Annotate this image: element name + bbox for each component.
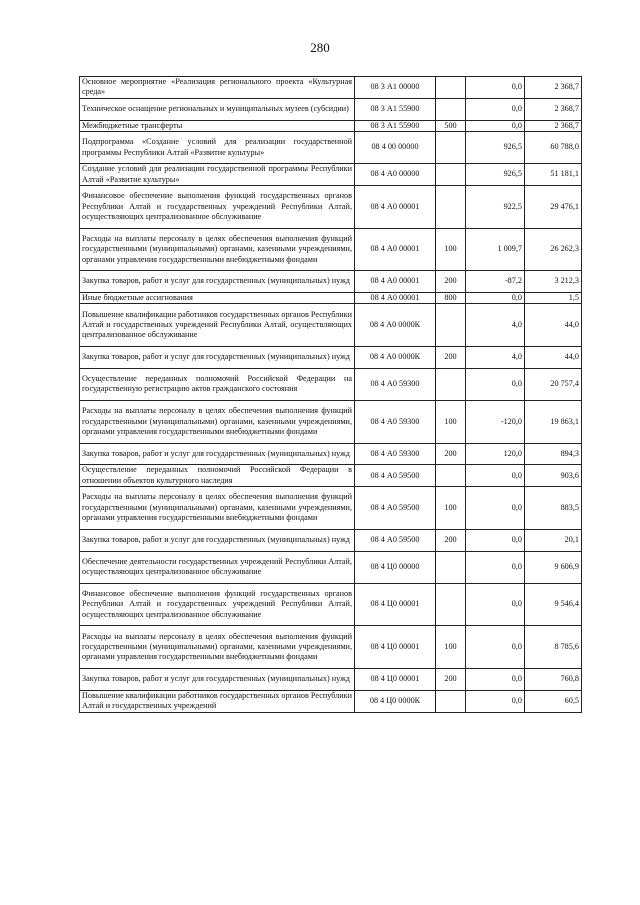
table-body [80, 77, 582, 713]
row-total-amount: 9 606,9 [525, 551, 582, 583]
row-change-amount: 0,0 [466, 668, 525, 690]
row-expense-type: 500 [436, 120, 466, 131]
row-expense-type [436, 164, 466, 186]
row-total-amount: 8 785,6 [525, 626, 582, 669]
table-row [80, 293, 582, 304]
row-target-code: 08 4 А0 59300 [355, 400, 436, 443]
row-description: Осуществление переданных полномочий Российской Федерации в отношении объектов культурного наследия [80, 465, 355, 487]
row-total-amount: 894,3 [525, 443, 582, 465]
row-change-amount: -87,2 [466, 271, 525, 293]
row-total-amount: 20 757,4 [525, 368, 582, 400]
row-change-amount: 0,0 [466, 98, 525, 120]
row-expense-type [436, 368, 466, 400]
row-total-amount: 51 181,1 [525, 164, 582, 186]
row-description: Обеспечение деятельности государственных учреждений Республики Алтай, осуществляющих централизованное обслуживание [80, 551, 355, 583]
row-total-amount: 60,5 [525, 690, 582, 712]
row-change-amount: 0,0 [466, 551, 525, 583]
table-row [80, 529, 582, 551]
row-change-amount: 0,0 [466, 293, 525, 304]
row-expense-type [436, 77, 466, 99]
row-expense-type [436, 690, 466, 712]
table-row [80, 347, 582, 369]
row-description: Закупка товаров, работ и услуг для государственных (муниципальных) нужд [80, 347, 355, 369]
table-row [80, 271, 582, 293]
table-row [80, 132, 582, 164]
row-target-code: 08 4 А0 00001 [355, 271, 436, 293]
row-description: Расходы на выплаты персоналу в целях обеспечения выполнения функций государственными (муниципальными) органами, казенными учреждениями, органами управления государственными внебюджетными фондами [80, 487, 355, 530]
row-description: Расходы на выплаты персоналу в целях обеспечения выполнения функций государственными (муниципальными) органами, казенными учреждениями, органами управления государственными внебюджетными фондами [80, 400, 355, 443]
row-expense-type: 100 [436, 400, 466, 443]
row-description: Финансовое обеспечение выполнения функций государственных органов Республики Алтай и государственных учреждений Республики Алтай, осуществляющих централизованное обслуживание [80, 583, 355, 626]
table-row [80, 583, 582, 626]
row-description: Осуществление переданных полномочий Российской Федерации на государственную регистрацию актов гражданского состояния [80, 368, 355, 400]
row-change-amount: 0,0 [466, 487, 525, 530]
row-expense-type: 100 [436, 228, 466, 271]
row-change-amount: 4,0 [466, 347, 525, 369]
table-row [80, 164, 582, 186]
row-total-amount: 903,6 [525, 465, 582, 487]
row-target-code: 08 4 Ц0 00001 [355, 668, 436, 690]
row-description: Подпрограмма «Создание условий для реализации государственной программы Республики Алтай «Развитие культуры» [80, 132, 355, 164]
row-expense-type [436, 186, 466, 229]
row-total-amount: 29 476,1 [525, 186, 582, 229]
budget-table [79, 76, 582, 713]
row-total-amount: 26 262,3 [525, 228, 582, 271]
row-target-code: 08 4 Ц0 00001 [355, 626, 436, 669]
table-row [80, 668, 582, 690]
row-total-amount: 760,8 [525, 668, 582, 690]
table-row [80, 228, 582, 271]
row-change-amount: 0,0 [466, 583, 525, 626]
row-total-amount: 2 368,7 [525, 120, 582, 131]
row-total-amount: 1,5 [525, 293, 582, 304]
page-number: 280 [310, 40, 330, 55]
row-target-code: 08 4 А0 59500 [355, 465, 436, 487]
row-description: Расходы на выплаты персоналу в целях обеспечения выполнения функций государственными (муниципальными) органами, казенными учреждениями, органами управления государственными внебюджетными фондами [80, 626, 355, 669]
row-target-code: 08 3 А1 00000 [355, 77, 436, 99]
row-expense-type: 100 [436, 487, 466, 530]
row-target-code: 08 4 00 00000 [355, 132, 436, 164]
row-target-code: 08 4 А0 0000К [355, 304, 436, 347]
row-description: Закупка товаров, работ и услуг для государственных (муниципальных) нужд [80, 271, 355, 293]
row-total-amount: 2 368,7 [525, 98, 582, 120]
row-expense-type [436, 551, 466, 583]
table-row [80, 487, 582, 530]
table-row [80, 304, 582, 347]
row-target-code: 08 4 А0 59300 [355, 368, 436, 400]
row-target-code: 08 4 А0 00000 [355, 164, 436, 186]
row-expense-type: 100 [436, 626, 466, 669]
row-description: Техническое оснащение региональных и муниципальных музеев (субсидии) [80, 98, 355, 120]
row-change-amount: 1 009,7 [466, 228, 525, 271]
row-change-amount: 922,5 [466, 186, 525, 229]
row-target-code: 08 4 Ц0 0000К [355, 690, 436, 712]
row-change-amount: 0,0 [466, 465, 525, 487]
row-change-amount: 926,5 [466, 132, 525, 164]
row-change-amount: 0,0 [466, 77, 525, 99]
row-target-code: 08 4 А0 59500 [355, 529, 436, 551]
row-total-amount: 60 788,0 [525, 132, 582, 164]
row-expense-type [436, 304, 466, 347]
row-total-amount: 44,0 [525, 347, 582, 369]
row-target-code: 08 4 Ц0 00001 [355, 583, 436, 626]
table-row [80, 551, 582, 583]
row-change-amount: 0,0 [466, 690, 525, 712]
row-expense-type: 200 [436, 271, 466, 293]
row-expense-type [436, 132, 466, 164]
row-description: Основное мероприятие «Реализация регионального проекта «Культурная среда» [80, 77, 355, 99]
table-row [80, 690, 582, 712]
table-row [80, 186, 582, 229]
row-total-amount: 20,1 [525, 529, 582, 551]
row-description: Создание условий для реализации государственной программы Республики Алтай «Развитие культуры» [80, 164, 355, 186]
row-target-code: 08 4 А0 0000К [355, 347, 436, 369]
row-description: Иные бюджетные ассигнования [80, 293, 355, 304]
row-total-amount: 19 863,1 [525, 400, 582, 443]
row-change-amount: 0,0 [466, 120, 525, 131]
row-description: Закупка товаров, работ и услуг для государственных (муниципальных) нужд [80, 529, 355, 551]
row-expense-type [436, 583, 466, 626]
row-expense-type [436, 465, 466, 487]
row-description: Межбюджетные трансферты [80, 120, 355, 131]
row-total-amount: 883,5 [525, 487, 582, 530]
row-description: Повышение квалификации работников государственных органов Республики Алтай и государственных учреждений [80, 690, 355, 712]
row-description: Финансовое обеспечение выполнения функций государственных органов Республики Алтай и государственных учреждений Республики Алтай, осуществляющих централизованное обслуживание [80, 186, 355, 229]
row-target-code: 08 4 Ц0 00000 [355, 551, 436, 583]
table-row [80, 626, 582, 669]
row-total-amount: 2 368,7 [525, 77, 582, 99]
row-target-code: 08 4 А0 00001 [355, 228, 436, 271]
row-description: Расходы на выплаты персоналу в целях обеспечения выполнения функций государственными (муниципальными) органами, казенными учреждениями, органами управления государственными внебюджетными фондами [80, 228, 355, 271]
row-expense-type: 800 [436, 293, 466, 304]
row-target-code: 08 3 А1 55900 [355, 120, 436, 131]
row-change-amount: 0,0 [466, 529, 525, 551]
row-change-amount: 4,0 [466, 304, 525, 347]
row-change-amount: 0,0 [466, 368, 525, 400]
table-row [80, 465, 582, 487]
row-total-amount: 9 546,4 [525, 583, 582, 626]
row-target-code: 08 3 А1 55900 [355, 98, 436, 120]
row-expense-type: 200 [436, 347, 466, 369]
row-description: Закупка товаров, работ и услуг для государственных (муниципальных) нужд [80, 668, 355, 690]
row-expense-type: 200 [436, 443, 466, 465]
row-change-amount: 926,5 [466, 164, 525, 186]
row-expense-type [436, 98, 466, 120]
row-target-code: 08 4 А0 59500 [355, 487, 436, 530]
row-change-amount: 120,0 [466, 443, 525, 465]
row-change-amount: -120,0 [466, 400, 525, 443]
table-row [80, 77, 582, 99]
table-row [80, 120, 582, 131]
row-change-amount: 0,0 [466, 626, 525, 669]
table-row [80, 368, 582, 400]
row-target-code: 08 4 А0 00001 [355, 293, 436, 304]
row-description: Закупка товаров, работ и услуг для государственных (муниципальных) нужд [80, 443, 355, 465]
table-row [80, 443, 582, 465]
row-expense-type: 200 [436, 529, 466, 551]
row-description: Повышение квалификации работников государственных органов Республики Алтай и государственных учреждений Республики Алтай, осуществляющих централизованное обслуживание [80, 304, 355, 347]
row-target-code: 08 4 А0 59300 [355, 443, 436, 465]
row-target-code: 08 4 А0 00001 [355, 186, 436, 229]
row-total-amount: 44,0 [525, 304, 582, 347]
row-expense-type: 200 [436, 668, 466, 690]
table-row [80, 98, 582, 120]
table-row [80, 400, 582, 443]
row-total-amount: 3 212,3 [525, 271, 582, 293]
